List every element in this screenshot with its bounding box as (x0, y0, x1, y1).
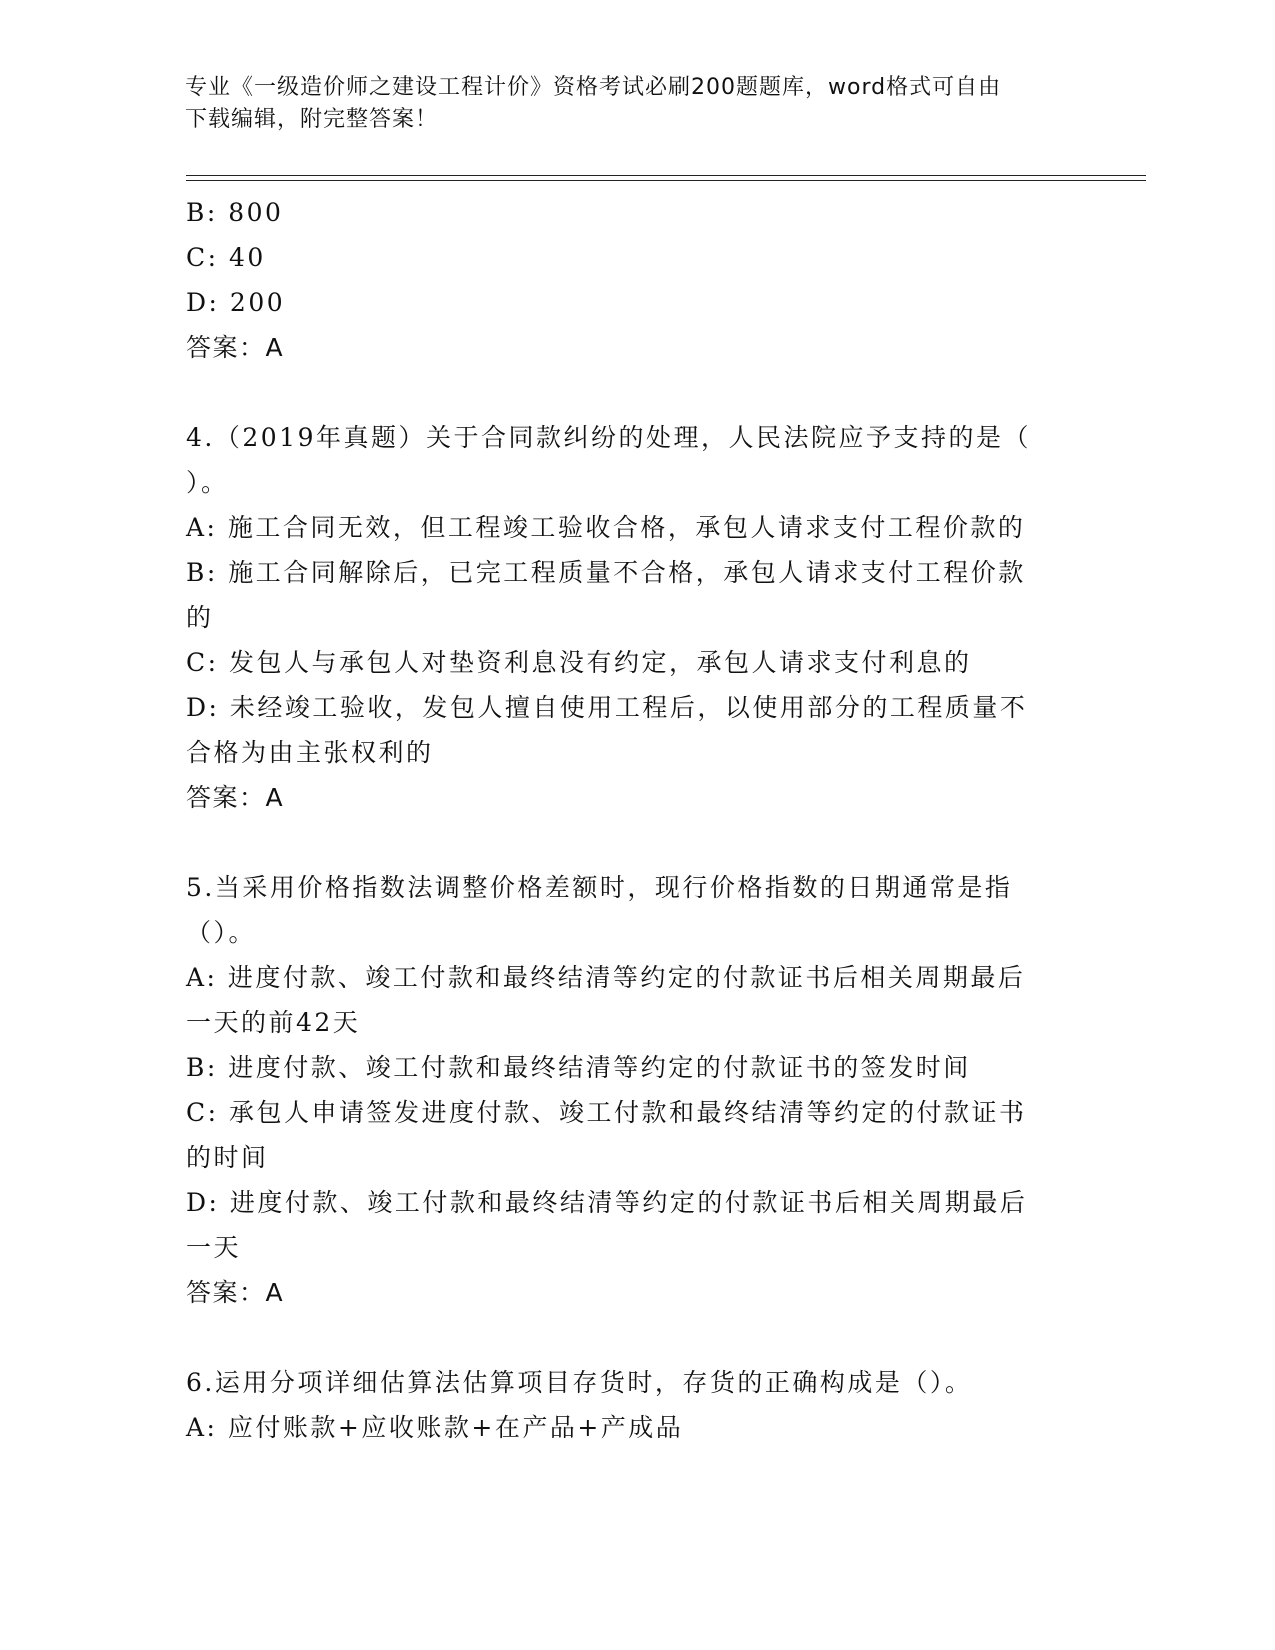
option-a: A: 应付账款+应收账款+在产品+产成品 (186, 1413, 684, 1442)
option-d: D: 200 (186, 288, 286, 317)
option-a: A: 施工合同无效，但工程竣工验收合格，承包人请求支付工程价款的 (186, 513, 1026, 542)
question-stem-continued: （）。 (186, 918, 257, 947)
option-d-continued: 一天 (186, 1233, 242, 1262)
header-divider-top (186, 175, 1146, 176)
option-c: C: 承包人申请签发进度付款、竣工付款和最终结清等约定的付款证书 (186, 1098, 1027, 1127)
option-d-continued: 合格为由主张权利的 (186, 738, 434, 767)
page-header (185, 72, 1065, 136)
question-4-block (186, 415, 1076, 820)
spacer (186, 370, 1076, 415)
question-stem: 5.当采用价格指数法调整价格差额时，现行价格指数的日期通常是指 (186, 873, 1013, 902)
header-line-2: 下载编辑，附完整答案！ (185, 107, 439, 132)
option-c: C: 发包人与承包人对垫资利息没有约定，承包人请求支付利息的 (186, 648, 972, 677)
question-content (186, 190, 1076, 1450)
option-d: D: 进度付款、竣工付款和最终结清等约定的付款证书后相关周期最后 (186, 1188, 1028, 1217)
option-b: B: 进度付款、竣工付款和最终结清等约定的付款证书的签发时间 (186, 1053, 971, 1082)
question-3-block (186, 190, 1076, 370)
header-divider-bottom (186, 180, 1146, 181)
spacer (186, 1315, 1076, 1360)
question-stem-continued: ）。 (186, 468, 229, 497)
option-b: B: 800 (186, 198, 284, 227)
question-stem: 6.运用分项详细估算法估算项目存货时，存货的正确构成是（）。 (186, 1368, 973, 1397)
option-b: B: 施工合同解除后，已完工程质量不合格，承包人请求支付工程价款 (186, 558, 1026, 587)
answer-line: 答案：A (186, 1278, 285, 1307)
option-a-continued: 一天的前42天 (186, 1008, 361, 1037)
question-stem: 4.（2019年真题）关于合同款纠纷的处理，人民法院应予支持的是（ (186, 423, 1031, 452)
answer-line: 答案：A (186, 333, 285, 362)
spacer (186, 820, 1076, 865)
option-a: A: 进度付款、竣工付款和最终结清等约定的付款证书后相关周期最后 (186, 963, 1026, 992)
answer-line: 答案：A (186, 783, 285, 812)
option-c: C: 40 (186, 243, 266, 272)
question-5-block (186, 865, 1076, 1315)
option-d: D: 未经竣工验收，发包人擅自使用工程后，以使用部分的工程质量不 (186, 693, 1028, 722)
question-6-block (186, 1360, 1076, 1450)
option-b-continued: 的 (186, 603, 214, 632)
header-line-1: 专业《一级造价师之建设工程计价》资格考试必刷200题题库，word格式可自由 (185, 75, 1002, 100)
option-c-continued: 的时间 (186, 1143, 269, 1172)
